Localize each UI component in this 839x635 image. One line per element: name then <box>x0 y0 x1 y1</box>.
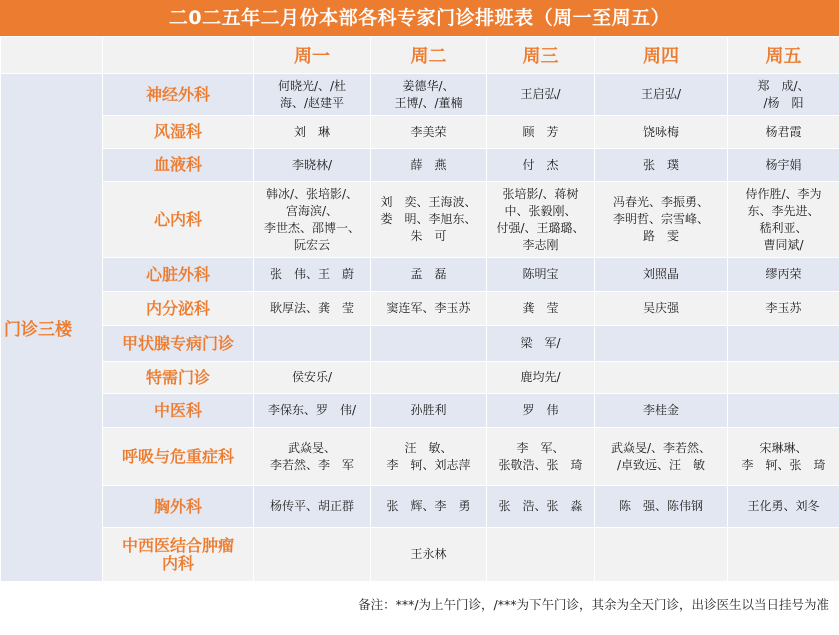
header-day-thu: 周四 <box>595 37 728 74</box>
schedule-cell: 杨君霞 <box>728 116 839 149</box>
table-row <box>1 486 839 528</box>
schedule-cell: 孟 磊 <box>371 258 487 292</box>
schedule-cell <box>728 326 839 362</box>
department-name: 中医科 <box>103 394 254 428</box>
department-name: 特需门诊 <box>103 362 254 394</box>
schedule-cell: 宋琳琳、 李 轲、张 琦 <box>728 428 839 486</box>
table-row <box>1 528 839 582</box>
schedule-cell <box>728 362 839 394</box>
schedule-cell: 王启弘/ <box>487 74 595 116</box>
schedule-cell: 耿厚法、龚 莹 <box>254 292 371 326</box>
schedule-cell: 侯安乐/ <box>254 362 371 394</box>
schedule-cell: 张培影/、蒋树 中、张毅刚、 付强/、王璐璐、 李志刚 <box>487 182 595 258</box>
schedule-cell: 汪 敏、 李 轲、刘志萍 <box>371 428 487 486</box>
schedule-cell: 王永林 <box>371 528 487 582</box>
schedule-cell <box>371 326 487 362</box>
schedule-cell: 郑 成/、 /杨 阳 <box>728 74 839 116</box>
page-title: 二0二五年二月份本部各科专家门诊排班表（周一至周五） <box>0 0 839 36</box>
schedule-cell: 姜德华/、 王博/、/董楠 <box>371 74 487 116</box>
department-name: 心内科 <box>103 182 254 258</box>
table-row <box>1 428 839 486</box>
floor-label: 门诊三楼 <box>1 74 103 582</box>
schedule-cell: 窦连军、李玉苏 <box>371 292 487 326</box>
schedule-cell: 李保东、罗 伟/ <box>254 394 371 428</box>
schedule-cell <box>254 528 371 582</box>
schedule-body <box>1 74 839 582</box>
schedule-cell: 侍作胜/、李为 东、李先进、 嵇利亚、 曹同斌/ <box>728 182 839 258</box>
schedule-cell: 薛 燕 <box>371 149 487 182</box>
schedule-cell: 刘 琳 <box>254 116 371 149</box>
table-row <box>1 182 839 258</box>
schedule-cell: 罗 伟 <box>487 394 595 428</box>
schedule-cell <box>595 362 728 394</box>
schedule-cell: 刘照晶 <box>595 258 728 292</box>
schedule-cell: 顾 芳 <box>487 116 595 149</box>
schedule-cell: 王化勇、刘冬 <box>728 486 839 528</box>
schedule-cell: 孙胜利 <box>371 394 487 428</box>
table-row <box>1 292 839 326</box>
schedule-cell <box>728 394 839 428</box>
schedule-cell: 武焱旻/、李若然、 /卓致远、汪 敏 <box>595 428 728 486</box>
table-row <box>1 326 839 362</box>
header-blank-floor <box>1 37 103 74</box>
table-row <box>1 74 839 116</box>
schedule-cell: 饶咏梅 <box>595 116 728 149</box>
schedule-cell <box>487 528 595 582</box>
header-blank-dept <box>103 37 254 74</box>
schedule-cell: 武焱旻、 李若然、李 军 <box>254 428 371 486</box>
table-row <box>1 394 839 428</box>
schedule-cell: 付 杰 <box>487 149 595 182</box>
schedule-cell <box>371 362 487 394</box>
schedule-cell: 缪丙荣 <box>728 258 839 292</box>
schedule-cell: 杨宇娟 <box>728 149 839 182</box>
schedule-cell <box>728 528 839 582</box>
schedule-cell <box>595 528 728 582</box>
schedule-cell: 龚 莹 <box>487 292 595 326</box>
department-name: 胸外科 <box>103 486 254 528</box>
schedule-cell: 陈 强、陈伟钢 <box>595 486 728 528</box>
department-name: 神经外科 <box>103 74 254 116</box>
department-name: 甲状腺专病门诊 <box>103 326 254 362</box>
schedule-cell: 张 璞 <box>595 149 728 182</box>
schedule-cell: 李玉苏 <box>728 292 839 326</box>
schedule-cell: 王启弘/ <box>595 74 728 116</box>
header-day-mon: 周一 <box>254 37 371 74</box>
table-row <box>1 362 839 394</box>
department-name: 呼吸与危重症科 <box>103 428 254 486</box>
schedule-cell: 陈明宝 <box>487 258 595 292</box>
schedule-cell: 张 伟、王 蔚 <box>254 258 371 292</box>
table-row <box>1 258 839 292</box>
schedule-cell <box>595 326 728 362</box>
department-name: 风湿科 <box>103 116 254 149</box>
schedule-cell: 何晓光/、/杜 海、/赵建平 <box>254 74 371 116</box>
schedule-table <box>0 36 839 582</box>
header-day-wed: 周三 <box>487 37 595 74</box>
department-name: 血液科 <box>103 149 254 182</box>
schedule-cell: 鹿均先/ <box>487 362 595 394</box>
schedule-cell: 李桂金 <box>595 394 728 428</box>
schedule-cell: 刘 奕、王海波、 娄 明、李旭东、 朱 可 <box>371 182 487 258</box>
schedule-cell: 李 军、 张敬浩、张 琦 <box>487 428 595 486</box>
table-row <box>1 149 839 182</box>
schedule-cell: 吴庆强 <box>595 292 728 326</box>
schedule-cell <box>254 326 371 362</box>
footnote: 备注：***/为上午门诊，/***为下午门诊，其余为全天门诊，出诊医生以当日挂号为准 <box>0 582 839 628</box>
department-name: 中西医结合肿瘤 内科 <box>103 528 254 582</box>
schedule-cell: 梁 军/ <box>487 326 595 362</box>
schedule-cell: 张 辉、李 勇 <box>371 486 487 528</box>
schedule-cell: 李美荣 <box>371 116 487 149</box>
header-day-tue: 周二 <box>371 37 487 74</box>
schedule-cell: 李晓林/ <box>254 149 371 182</box>
schedule-cell: 杨传平、胡正群 <box>254 486 371 528</box>
header-row <box>1 37 839 74</box>
schedule-cell: 冯春光、李振勇、 李明哲、宗雪峰、 路 雯 <box>595 182 728 258</box>
department-name: 内分泌科 <box>103 292 254 326</box>
header-day-fri: 周五 <box>728 37 839 74</box>
schedule-cell: 张 浩、张 淼 <box>487 486 595 528</box>
department-name: 心脏外科 <box>103 258 254 292</box>
schedule-cell: 韩冰/、张培影/、 宫海滨/、 李世杰、邵博一、 阮宏云 <box>254 182 371 258</box>
table-row <box>1 116 839 149</box>
